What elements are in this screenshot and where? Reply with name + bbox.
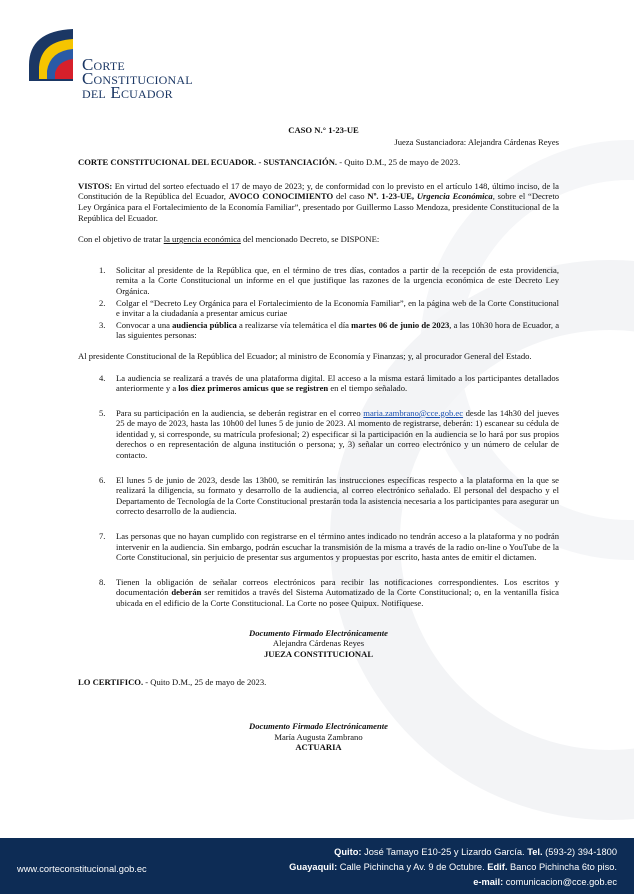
item-text: , a las 10h30 hora de Ecuador, a las siguientes personas: xyxy=(116,319,560,341)
logo-line-1: Corte xyxy=(82,55,125,74)
signature-block-actuaria xyxy=(78,721,559,753)
list-item xyxy=(78,265,559,297)
court-logo-text xyxy=(82,55,193,102)
email-address[interactable]: comunicacion@cce.gob.ec xyxy=(503,877,617,887)
item-text: ser remitidos a través del Sistema Automatizado de la Corte Constitucional; o, en la ventanilla física ubicada en el edificio de la Corte Constitucional. La Corte no posee Quipux. Notifíquese. xyxy=(116,587,559,608)
avoco-text: AVOCO CONOCIMIENTO xyxy=(228,191,334,202)
heading-rest: - Quito D.M., 25 de mayo de 2023. xyxy=(337,157,461,168)
objetivo-underlined: la urgencia económica xyxy=(163,234,241,245)
item-number: 2. xyxy=(99,297,106,308)
logo-line-3: del Ecuador xyxy=(82,83,173,102)
certifico-label: LO CERTIFICO. xyxy=(78,677,144,688)
judge-line: Jueza Sustanciadora: Alejandra Cárdenas Reyes xyxy=(394,136,559,147)
list-item xyxy=(78,531,559,563)
quito-label: Quito: xyxy=(334,847,362,857)
guayaquil-address xyxy=(289,862,617,872)
document-body xyxy=(78,125,559,753)
item-text: Para su participación en la audiencia, se deberán registrar en el correo xyxy=(116,407,364,418)
list-item xyxy=(78,408,559,461)
list-item xyxy=(78,475,559,517)
dispositions-list-a xyxy=(78,265,559,341)
item-number: 7. xyxy=(99,531,106,542)
edif-label: Edif. xyxy=(487,862,508,872)
registration-email-link[interactable]: maria.zambrano@cce.gob.ec xyxy=(363,407,464,418)
tel-number: (593-2) 394-1800 xyxy=(542,847,617,857)
gye-addr: Calle Pichincha y Av. 9 de Octubre. xyxy=(337,862,488,872)
vistos-text-1: En virtud del sorteo efectuado el 17 de mayo de 2023; y, de conformidad con lo previsto en el artículo 148, último inciso, de la Constitución de la República del Ecuador, xyxy=(78,180,559,202)
signer-role: ACTUARIA xyxy=(295,742,342,753)
item-text: Colgar el “Decreto Ley Orgánica para el Fortalecimiento de la Economía Familiar”, en la página web de la Corte Constitucional e invitar a la ciudadanía a presentar amicus curiae xyxy=(116,297,559,319)
tel-label: Tel. xyxy=(527,847,543,857)
item-number: 4. xyxy=(99,372,106,383)
certifico-line xyxy=(78,677,559,688)
item-bold: martes 06 de junio de 2023 xyxy=(351,319,450,330)
signature-stamp: Documento Firmado Electrónicamente xyxy=(249,720,388,731)
objetivo-text-2: del mencionado Decreto, se DISPONE: xyxy=(240,234,380,245)
item-number: 5. xyxy=(99,407,106,418)
quito-addr: José Tamayo E10-25 y Lizardo García. xyxy=(361,847,528,857)
item-text: a realizarse vía telemática el día xyxy=(236,319,352,330)
item-text: Tienen la obligación de señalar correos electrónicos para recibir las notificaciones correspondientes. Los escritos y documentación xyxy=(116,576,559,598)
case-ref: Nº. 1-23-UE, xyxy=(367,191,415,202)
item-bold: audiencia pública xyxy=(172,319,237,330)
edif-text: Banco Pichincha 6to piso. xyxy=(507,862,617,872)
item-bold: los diez primeros amicus que se registren xyxy=(178,383,329,394)
heading-line xyxy=(78,157,559,168)
item-number: 6. xyxy=(99,474,106,485)
item-text: El lunes 5 de junio de 2023, desde las 13h00, se remitirán las instrucciones específicas respecto a la plataforma en la que se realizará la diligencia, su formato y desarrollo de la audiencia, al correo electrónico señalado. El personal del despacho y el Departamento de Tecnología de la Corte Constitucional prestarán toda la asistencia necesaria a los participantes para asegurar un correcto desarrollo de la audiencia. xyxy=(116,474,559,517)
item-text: Las personas que no hayan cumplido con registrarse en el término antes indicado no tendrán acceso a la plataforma y no podrán intervenir en la audiencia. Sin embargo, podrán escuchar la transmisión de la misma a través de la radio on-line o YouTube de la Corte Constitucional, sin perjuicio de presentar sus argumentos y propuestas por escrito, hasta antes de emitir el dictamen. xyxy=(116,531,559,563)
objetivo-text-1: Con el objetivo de tratar xyxy=(78,234,164,245)
logo-line-2: Constitucional xyxy=(82,69,193,88)
item-number: 1. xyxy=(99,264,106,275)
page-footer xyxy=(0,838,634,894)
email-label: e-mail: xyxy=(473,877,504,887)
heading-bold: CORTE CONSTITUCIONAL DEL ECUADOR. - SUSTANCIACIÓN. xyxy=(78,157,338,168)
website-link[interactable]: www.corteconstitucional.gob.ec xyxy=(17,864,147,874)
item-text: Convocar a una xyxy=(116,319,173,330)
item-bold: deberán xyxy=(171,587,202,598)
vistos-paragraph xyxy=(78,181,559,223)
item-text: desde las 14h30 del jueves 25 de mayo de 2023, hasta las 10h00 del lunes 5 de junio de 2023. Al momento de registrarse, deberán: 1) escanear su cédula de identidad y, si corresponde, su matrícula profesional; 2) especificar si la participación en la audiencia se lo hará por sus propios derechos o en representación de alguna institución o persona; y, 3) señalar un correo electrónico y un número de celular de contacto. xyxy=(116,407,559,461)
vistos-text-2: del caso xyxy=(333,191,368,202)
quito-address xyxy=(334,847,617,857)
vistos-label: VISTOS: xyxy=(78,180,113,191)
vistos-text-4: , sobre el “Decreto Ley Orgánica para el Fortalecimiento de la Economía Familiar”, presentado por Guillermo Lasso Mendoza, presidente Constitucional de la República del Ecuador. xyxy=(78,191,560,223)
item-number: 3. xyxy=(99,319,106,330)
invitados-paragraph: Al presidente Constitucional de la República del Ecuador; al ministro de Economía y Finanzas; y, al procurador General del Estado. xyxy=(78,350,532,361)
list-item xyxy=(78,577,559,609)
list-item xyxy=(78,320,559,341)
signer-role: JUEZA CONSTITUCIONAL xyxy=(263,648,374,659)
signer-name: María Augusta Zambrano xyxy=(274,731,363,742)
urgencia-text: Urgencia Económica xyxy=(416,191,493,202)
signer-name: Alejandra Cárdenas Reyes xyxy=(272,638,365,649)
list-item xyxy=(78,298,559,319)
item-text: en el tiempo señalado. xyxy=(328,383,408,394)
signature-stamp: Documento Firmado Electrónicamente xyxy=(249,627,388,638)
signature-block-judge xyxy=(78,628,559,660)
footer-email xyxy=(473,877,617,887)
certifico-rest: - Quito D.M., 25 de mayo de 2023. xyxy=(143,677,267,688)
item-number: 8. xyxy=(99,576,106,587)
item-text: Solicitar al presidente de la República que, en el término de tres días, contados a partir de la recepción de esta providencia, remita a la Corte Constitucional un informe en el que justifique las razones de la urgencia económica de este Decreto Ley Orgánica. xyxy=(116,264,559,296)
case-number: CASO N.° 1-23-UE xyxy=(288,125,359,135)
item-text: La audiencia se realizará a través de una plataforma digital. El acceso a la misma estará limitado a los participantes detallados anteriormente y a xyxy=(116,372,559,394)
dispositions-list-b xyxy=(78,373,559,609)
list-item xyxy=(78,373,559,394)
objetivo-paragraph xyxy=(78,234,559,245)
gye-label: Guayaquil: xyxy=(289,862,338,872)
